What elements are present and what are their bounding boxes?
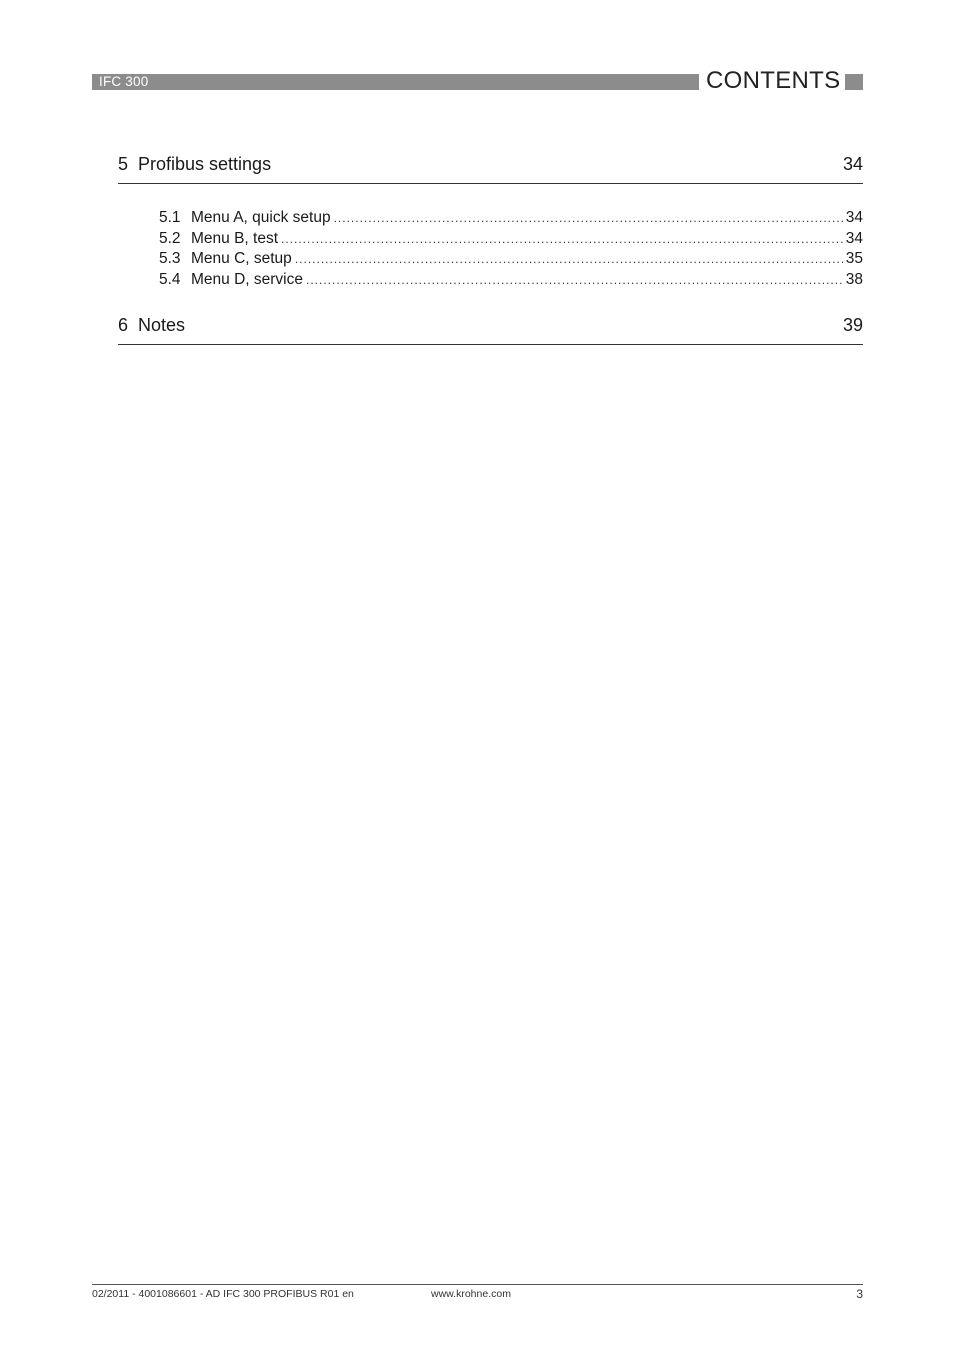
chapter-title: Profibus settings bbox=[138, 154, 272, 174]
document-reference: 02/2011 - 4001086601 - AD IFC 300 PROFIBUS R01 en bbox=[92, 1288, 354, 1300]
section-page: 34 bbox=[845, 229, 863, 247]
section-title-text: Menu C, setup bbox=[191, 250, 292, 268]
toc-chapter-6[interactable] bbox=[118, 311, 863, 345]
toc-entry-5-4[interactable] bbox=[159, 270, 863, 291]
section-title: CONTENTS bbox=[706, 67, 841, 94]
section-page: 35 bbox=[845, 250, 863, 268]
section-page: 34 bbox=[845, 209, 863, 226]
header-square-marker bbox=[845, 74, 863, 90]
chapter-number: 5 bbox=[118, 154, 129, 174]
product-name: IFC 300 bbox=[99, 74, 149, 89]
toc-entry-5-3[interactable] bbox=[159, 249, 863, 270]
section-number: 5.4 bbox=[159, 271, 181, 289]
toc-section-list bbox=[118, 184, 863, 311]
chapter-number: 6 bbox=[118, 314, 129, 335]
chapter-page: 39 bbox=[842, 314, 863, 335]
dot-leader bbox=[295, 249, 843, 270]
toc-chapter-5[interactable] bbox=[118, 150, 863, 184]
section-title-text: Menu D, service bbox=[191, 271, 303, 289]
website-link[interactable]: www.krohne.com bbox=[431, 1288, 511, 1300]
toc-entry-5-1[interactable] bbox=[159, 208, 863, 229]
dot-leader bbox=[334, 208, 843, 229]
section-number: 5.2 bbox=[159, 229, 181, 247]
page-number: 3 bbox=[856, 1287, 863, 1301]
dot-leader bbox=[306, 270, 843, 291]
section-number: 5.3 bbox=[159, 250, 181, 268]
table-of-contents bbox=[118, 150, 863, 345]
page-footer bbox=[92, 1284, 863, 1305]
section-page: 38 bbox=[845, 271, 863, 289]
chapter-page: 34 bbox=[842, 154, 863, 174]
section-title-text: Menu A, quick setup bbox=[191, 209, 331, 226]
toc-entry-5-2[interactable] bbox=[159, 229, 863, 250]
chapter-title: Notes bbox=[138, 314, 186, 335]
page-header bbox=[92, 67, 863, 94]
section-number: 5.1 bbox=[159, 209, 181, 226]
section-title-text: Menu B, test bbox=[191, 229, 279, 247]
header-bar bbox=[92, 74, 699, 90]
dot-leader bbox=[281, 229, 843, 250]
